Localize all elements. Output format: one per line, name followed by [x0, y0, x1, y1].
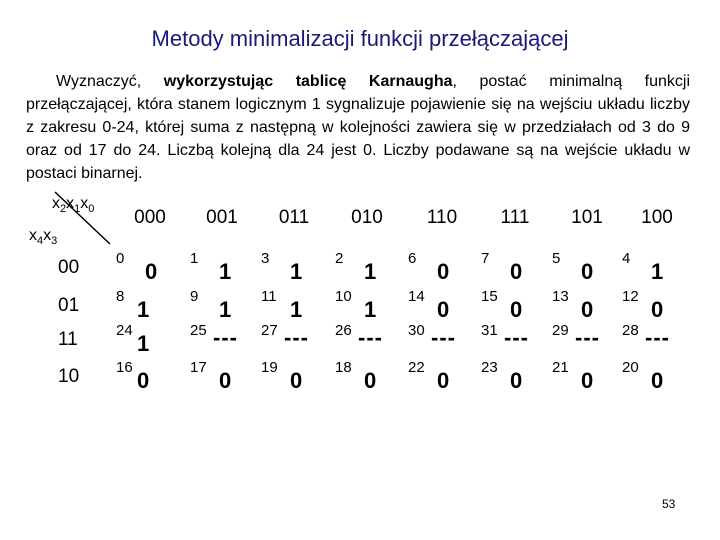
cell-value: 0 [437, 368, 450, 393]
cell-index: 16 [116, 359, 133, 376]
task-text-bold: wykorzystując tablicę Karnaugha [163, 73, 453, 90]
cell-index: 30 [408, 322, 425, 339]
cell-value: 0 [651, 368, 664, 393]
cell-value: --- [645, 325, 670, 350]
cell-value: 0 [510, 259, 523, 284]
slide-title: Metody minimalizacji funkcji przełączającej [151, 26, 569, 51]
column-header: 001 [206, 207, 238, 228]
row-header: 11 [58, 329, 78, 350]
task-text-part2: , postać minimalną funkcji przełączającej, która stanem logicznym 1 sygnalizuje pojawienie się na wejściu układu liczby z zakresu 0-24, której suma z następną w kolejności zawiera się w przedziałach od 3 do 9 oraz od 17 do 24. Liczbą kolejną dla 24 jest 0. Liczby podawane są na wejście układu w postaci binarnej. [26, 73, 691, 182]
cell-index: 1 [190, 250, 199, 267]
corner-label-columns: $x_2x_1x_0$ [52, 195, 95, 216]
cell-value: 1 [364, 259, 377, 284]
cell-value: 0 [581, 368, 594, 393]
cell-index: 12 [622, 288, 639, 305]
cell-index: 26 [335, 322, 352, 339]
cell-index: 31 [481, 322, 498, 339]
cell-index: 21 [552, 359, 569, 376]
cell-index: 24 [116, 322, 133, 339]
cell-value: 0 [219, 368, 232, 393]
cell-index: 3 [261, 250, 270, 267]
cell-index: 8 [116, 288, 125, 305]
cell-index: 15 [481, 288, 498, 305]
cell-value: --- [431, 325, 456, 350]
cell-index: 10 [335, 288, 352, 305]
cell-index: 9 [190, 288, 199, 305]
cell-value: 1 [651, 259, 664, 284]
corner-label-rows: $x_4x_3$ [29, 227, 58, 248]
cell-index: 22 [408, 359, 425, 376]
cell-value: 0 [510, 297, 523, 322]
cell-value: 0 [137, 368, 150, 393]
cell-value: 1 [219, 297, 232, 322]
cell-value: --- [504, 325, 529, 350]
cell-index: 11 [261, 288, 277, 305]
cell-index: 0 [116, 250, 125, 267]
cell-index: 7 [481, 250, 490, 267]
cell-value: --- [213, 325, 238, 350]
cell-index: 23 [481, 359, 498, 376]
row-header: 01 [58, 295, 80, 316]
column-header: 110 [426, 207, 458, 228]
row-header: 00 [58, 257, 80, 278]
cell-index: 2 [335, 250, 344, 267]
column-header: 101 [571, 207, 603, 228]
cell-value: 0 [651, 297, 664, 322]
cell-value: 0 [581, 259, 594, 284]
cell-value: 1 [290, 297, 303, 322]
cell-value: --- [284, 325, 309, 350]
cell-value: 1 [137, 297, 150, 322]
cell-value: 1 [364, 297, 377, 322]
cell-index: 18 [335, 359, 352, 376]
cell-value: --- [575, 325, 600, 350]
column-header: 010 [351, 207, 383, 228]
cell-value: 0 [437, 297, 450, 322]
cell-value: 1 [219, 259, 232, 284]
cell-value: 0 [364, 368, 377, 393]
cell-value: 0 [145, 259, 158, 284]
cell-value: 1 [137, 331, 150, 356]
page-number: 53 [662, 497, 676, 511]
cell-index: 17 [190, 359, 207, 376]
cell-index: 28 [622, 322, 639, 339]
cell-index: 29 [552, 322, 569, 339]
cell-value: --- [358, 325, 383, 350]
cell-value: 0 [290, 368, 303, 393]
cell-value: 0 [510, 368, 523, 393]
column-header: 100 [641, 207, 673, 228]
cell-index: 6 [408, 250, 417, 267]
task-text-part1: Wyznaczyć, [56, 73, 164, 90]
cell-value: 0 [581, 297, 594, 322]
cell-index: 13 [552, 288, 569, 305]
cell-index: 14 [408, 288, 425, 305]
cell-index: 4 [622, 250, 631, 267]
cell-index: 20 [622, 359, 639, 376]
cell-value: 0 [437, 259, 450, 284]
cell-index: 19 [261, 359, 278, 376]
cell-index: 27 [261, 322, 278, 339]
column-header: 111 [500, 207, 530, 228]
row-header: 10 [58, 366, 80, 387]
cell-index: 25 [190, 322, 207, 339]
cell-value: 1 [290, 259, 303, 284]
column-header: 000 [134, 207, 166, 228]
column-header: 011 [278, 207, 310, 228]
cell-index: 5 [552, 250, 561, 267]
